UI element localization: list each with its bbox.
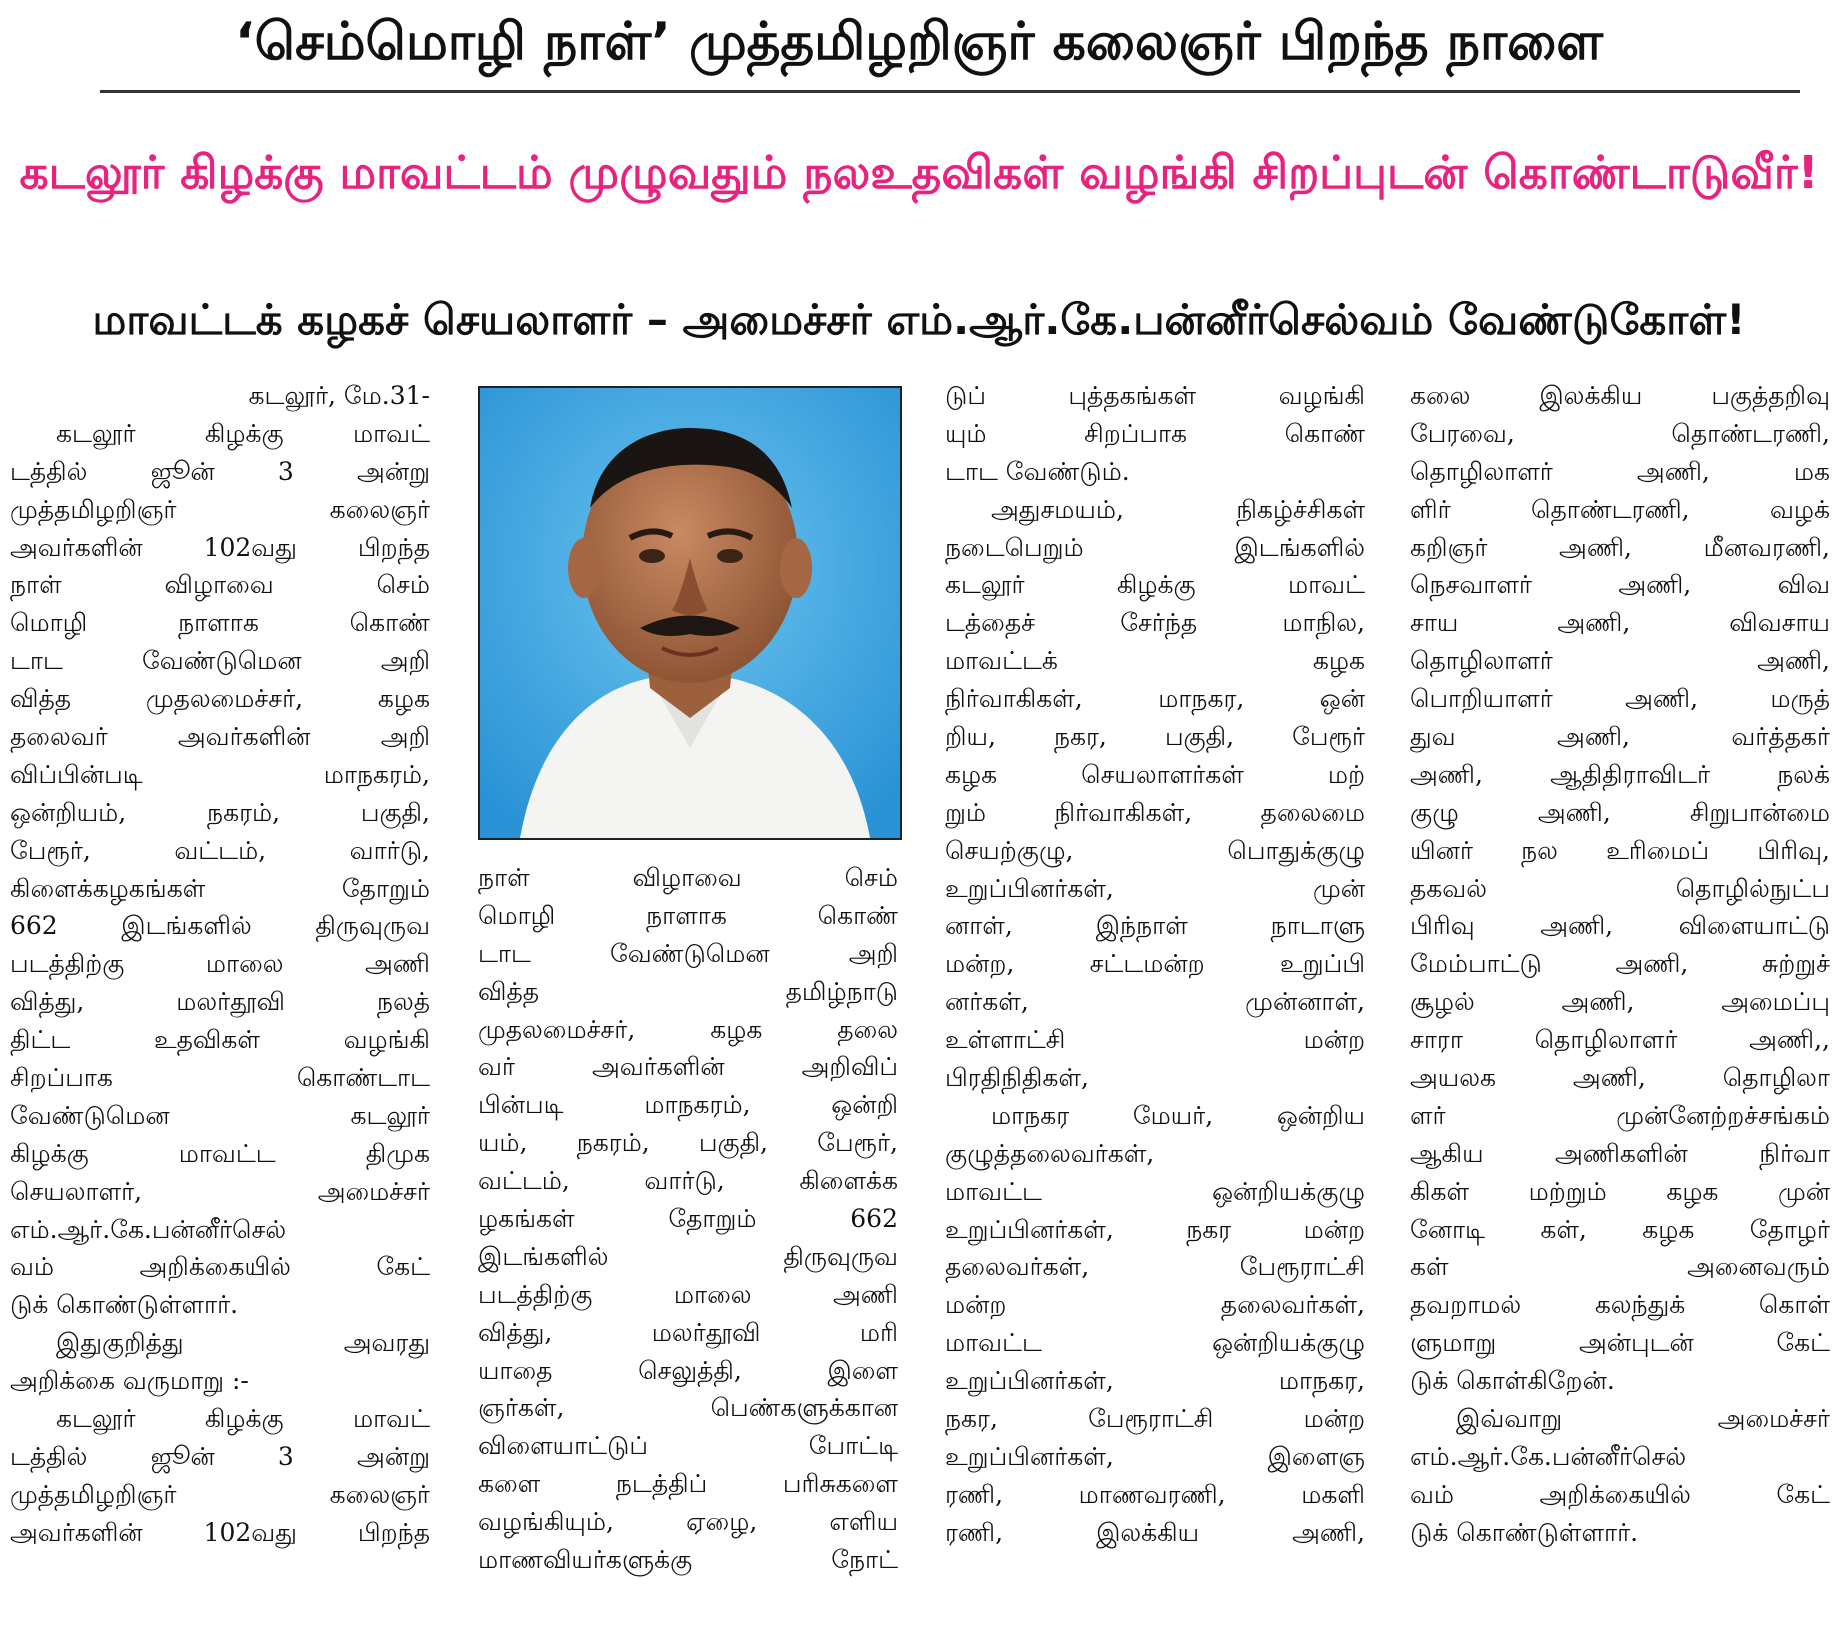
article-line: டாட வேண்டும். <box>945 456 1130 486</box>
article-line: வம் அறிக்கையில் கேட் <box>1410 1479 1830 1509</box>
article-column-2 <box>478 859 898 1579</box>
article-line: சாரா தொழிலாளர் அணி,, <box>1410 1025 1830 1055</box>
article-line: வம் அறிக்கையில் கேட் <box>10 1252 430 1282</box>
article-line: செயலாளர், அமைச்சர் <box>10 1176 430 1206</box>
article-line: மாணவியர்களுக்கு நோட் <box>478 1545 898 1575</box>
article-line: குழு அணி, சிறுபான்மை <box>1410 797 1830 827</box>
article-line: கலை இலக்கிய பகுத்தறிவு <box>1410 381 1830 410</box>
article-line: விப்பின்படி மாநகரம், <box>10 759 430 789</box>
article-line: ஒன்றியம், நகரம், பகுதி, <box>10 797 430 827</box>
article-line: டத்தில் ஜூன் 3 அன்று <box>10 1441 430 1471</box>
minister-photo <box>478 386 902 840</box>
main-headline: கடலூர் கிழக்கு மாவட்டம் முழுவதும் நலஉதவிகள் வழங்கி சிறப்புடன் கொண்டாடுவீர்! <box>19 146 1819 199</box>
article-line: அணி, ஆதிதிராவிடர் நலக் <box>1410 759 1830 789</box>
article-line: டத்தில் ஜூன் 3 அன்று <box>10 456 430 486</box>
article-line: மாவட்ட ஒன்றியக்குழு <box>945 1328 1365 1358</box>
article-line: ளர் முன்னேற்றச்சங்கம் <box>1410 1100 1830 1130</box>
article-line: மொழி நாளாக கொண் <box>478 900 898 930</box>
article-line: நாள் விழாவை செம் <box>10 570 430 600</box>
article-line: மன்ற தலைவர்கள், <box>945 1290 1365 1320</box>
top-headline: ‘செம்மொழி நாள்’ முத்தமிழறிஞர் கலைஞர் பிறந்த நாளை <box>234 12 1604 72</box>
sub-headline: மாவட்டக் கழகச் செயலாளர் – அமைச்சர் எம்.ஆர்.கே.பன்னீர்செல்வம் வேண்டுகோள்! <box>92 295 1746 344</box>
article-line: கறிஞர் அணி, மீனவரணி, <box>1410 532 1830 562</box>
article-line: பிரிவு அணி, விளையாட்டு <box>1410 911 1830 941</box>
article-line: டுப் புத்தகங்கள் வழங்கி <box>945 381 1365 410</box>
article-line: உறுப்பினர்கள், நகர மன்ற <box>945 1214 1365 1244</box>
article-line: ஆகிய அணிகளின் நிர்வா <box>1410 1138 1830 1168</box>
article-line: எம்.ஆர்.கே.பன்னீர்செல் <box>1410 1441 1687 1471</box>
article-line: கடலூர் கிழக்கு மாவட் <box>56 1404 430 1434</box>
article-line: படத்திற்கு மாலை அணி <box>478 1279 898 1309</box>
article-line: வித்து, மலர்தூவி நலத் <box>10 987 430 1017</box>
article-line: நிர்வாகிகள், மாநகர, ஒன் <box>945 684 1365 714</box>
article-line: படத்திற்கு மாலை அணி <box>10 949 430 979</box>
article-line: நெசவாளர் அணி, விவ <box>1410 570 1830 600</box>
article-line: கடலூர் கிழக்கு மாவட் <box>945 570 1365 600</box>
article-line: எம்.ஆர்.கே.பன்னீர்செல் <box>10 1214 287 1244</box>
article-line: சாய அணி, விவசாய <box>1410 608 1830 638</box>
article-line: தகவல் தொழில்நுட்ப <box>1410 873 1830 903</box>
article-line: கள் அனைவரும் <box>1410 1252 1830 1282</box>
article-line: முத்தமிழறிஞர் கலைஞர் <box>10 1479 430 1509</box>
article-line: யினர் நல உரிமைப் பிரிவு, <box>1410 835 1830 865</box>
article-line: தொழிலாளர் அணி, மக <box>1410 456 1830 486</box>
article-line: சிறப்பாக கொண்டாட <box>10 1063 430 1093</box>
article-line: பேரவை, தொண்டரணி, <box>1410 418 1830 448</box>
article-line: ளிர் தொண்டரணி, வழக் <box>1410 494 1830 524</box>
headline-divider <box>100 90 1800 93</box>
article-line: வழங்கியும், ஏழை, எளிய <box>478 1507 898 1537</box>
article-line: டாட வேண்டுமென அறி <box>10 646 430 676</box>
article-line: கழக செயலாளர்கள் மற் <box>945 759 1365 789</box>
article-line: வித்த முதலமைச்சர், கழக <box>10 684 430 714</box>
article-line: யாதை செலுத்தி, இளை <box>478 1355 898 1385</box>
article-line: உறுப்பினர்கள், இளைஞ <box>945 1441 1365 1471</box>
portrait-image <box>480 388 900 838</box>
article-line: மாவட்ட ஒன்றியக்குழு <box>945 1176 1365 1206</box>
article-line: நாள் விழாவை செம் <box>478 863 898 892</box>
article-line: டுக் கொள்கிறேன். <box>1410 1366 1615 1396</box>
article-line: ரணி, இலக்கிய அணி, <box>945 1517 1365 1547</box>
article-line: டுக் கொண்டுள்ளார். <box>1410 1517 1639 1547</box>
article-line: கிகள் மற்றும் கழக முன் <box>1410 1176 1830 1206</box>
article-line: விளையாட்டுப் போட்டி <box>478 1431 898 1461</box>
article-line: னாள், இந்நாள் நாடாளு <box>945 911 1365 941</box>
article-line: பின்படி மாநகரம், ஒன்றி <box>478 1090 898 1120</box>
article-line: அதுசமயம், நிகழ்ச்சிகள் <box>991 494 1365 524</box>
article-line: குழுத்தலைவர்கள், <box>945 1138 1155 1168</box>
article-line: யும் சிறப்பாக கொண் <box>945 418 1365 448</box>
article-line: மாநகர மேயர், ஒன்றிய <box>991 1100 1365 1130</box>
article-line: துவ அணி, வர்த்தகர் <box>1410 722 1830 752</box>
article-line: உறுப்பினர்கள், முன் <box>945 873 1365 903</box>
article-line: அறிக்கை வருமாறு :- <box>10 1366 249 1396</box>
article-line: னோடி கள், கழக தோழர் <box>1410 1214 1830 1244</box>
article-line: இவ்வாறு அமைச்சர் <box>1456 1404 1830 1434</box>
article-line: களை நடத்திப் பரிசுகளை <box>478 1469 898 1499</box>
article-line: னர்கள், முன்னாள், <box>945 987 1365 1017</box>
article-line: பிரதிநிதிகள், <box>945 1063 1089 1093</box>
article-line: தொழிலாளர் அணி, <box>1410 646 1830 676</box>
article-line: இடங்களில் திருவுருவ <box>478 1241 898 1271</box>
article-line: வட்டம், வார்டு, கிளைக்க <box>478 1166 898 1196</box>
article-line: கடலூர் கிழக்கு மாவட் <box>56 418 430 448</box>
article-line: நடைபெறும் இடங்களில் <box>945 532 1365 562</box>
article-line: ரணி, மாணவரணி, மகளி <box>945 1479 1365 1509</box>
article-line: அவர்களின் 102வது பிறந்த <box>10 532 430 562</box>
article-line: றிய, நகர, பகுதி, பேரூர் <box>945 722 1365 752</box>
article-line: டுக் கொண்டுள்ளார். <box>10 1290 239 1320</box>
article-line: முத்தமிழறிஞர் கலைஞர் <box>10 494 430 524</box>
article-line: மொழி நாளாக கொண் <box>10 608 430 638</box>
article-line: உறுப்பினர்கள், மாநகர, <box>945 1366 1365 1396</box>
article-line: றும் நிர்வாகிகள், தலைமை <box>945 797 1365 827</box>
article-line: திட்ட உதவிகள் வழங்கி <box>10 1025 430 1055</box>
article-line: அவர்களின் 102வது பிறந்த <box>10 1517 430 1547</box>
article-line: வேண்டுமென கடலூர் <box>10 1100 430 1130</box>
article-column-4 <box>1410 377 1830 1552</box>
article-line: முதலமைச்சர், கழக தலை <box>478 1014 898 1044</box>
article-line: அயலக அணி, தொழிலா <box>1410 1063 1830 1093</box>
article-column-3 <box>945 377 1365 1552</box>
article-line: பொறியாளர் அணி, மருத் <box>1410 684 1830 714</box>
article-line: யம், நகரம், பகுதி, பேரூர், <box>478 1128 898 1158</box>
article-line: 662 இடங்களில் திருவுருவ <box>10 911 430 941</box>
dateline: கடலூர், மே.31- <box>248 381 430 410</box>
article-line: வர் அவர்களின் அறிவிப் <box>478 1052 898 1082</box>
article-line: நகர, பேரூராட்சி மன்ற <box>945 1404 1365 1434</box>
article-line: தவறாமல் கலந்துக் கொள் <box>1410 1290 1830 1320</box>
article-line: பேரூர், வட்டம், வார்டு, <box>10 835 430 865</box>
article-line: தலைவர் அவர்களின் அறி <box>10 722 430 752</box>
article-line: தலைவர்கள், பேரூராட்சி <box>945 1252 1365 1282</box>
article-line: மாவட்டக் கழக <box>945 646 1365 676</box>
article-line: இதுகுறித்து அவரது <box>56 1328 430 1358</box>
article-line: உள்ளாட்சி மன்ற <box>945 1025 1365 1055</box>
article-line: வித்து, மலர்தூவி மரி <box>478 1317 898 1347</box>
article-line: மன்ற, சட்டமன்ற உறுப்பி <box>945 949 1365 979</box>
article-line: டத்தைச் சேர்ந்த மாநில, <box>945 608 1365 638</box>
article-line: ழகங்கள் தோறும் 662 <box>478 1204 898 1234</box>
article-column-1 <box>10 377 430 1552</box>
article-line: மேம்பாட்டு அணி, சுற்றுச் <box>1410 949 1830 979</box>
article-line: கிளைக்கழகங்கள் தோறும் <box>10 873 430 903</box>
article-line: ளுமாறு அன்புடன் கேட் <box>1410 1328 1830 1358</box>
article-line: வித்த தமிழ்நாடு <box>478 976 898 1006</box>
article-line: சூழல் அணி, அமைப்பு <box>1410 987 1830 1017</box>
article-line: கிழக்கு மாவட்ட திமுக <box>10 1138 430 1168</box>
article-line: செயற்குழு, பொதுக்குழு <box>945 835 1365 865</box>
article-line: ஞர்கள், பெண்களுக்கான <box>478 1393 898 1423</box>
article-line: டாட வேண்டுமென அறி <box>478 938 898 968</box>
